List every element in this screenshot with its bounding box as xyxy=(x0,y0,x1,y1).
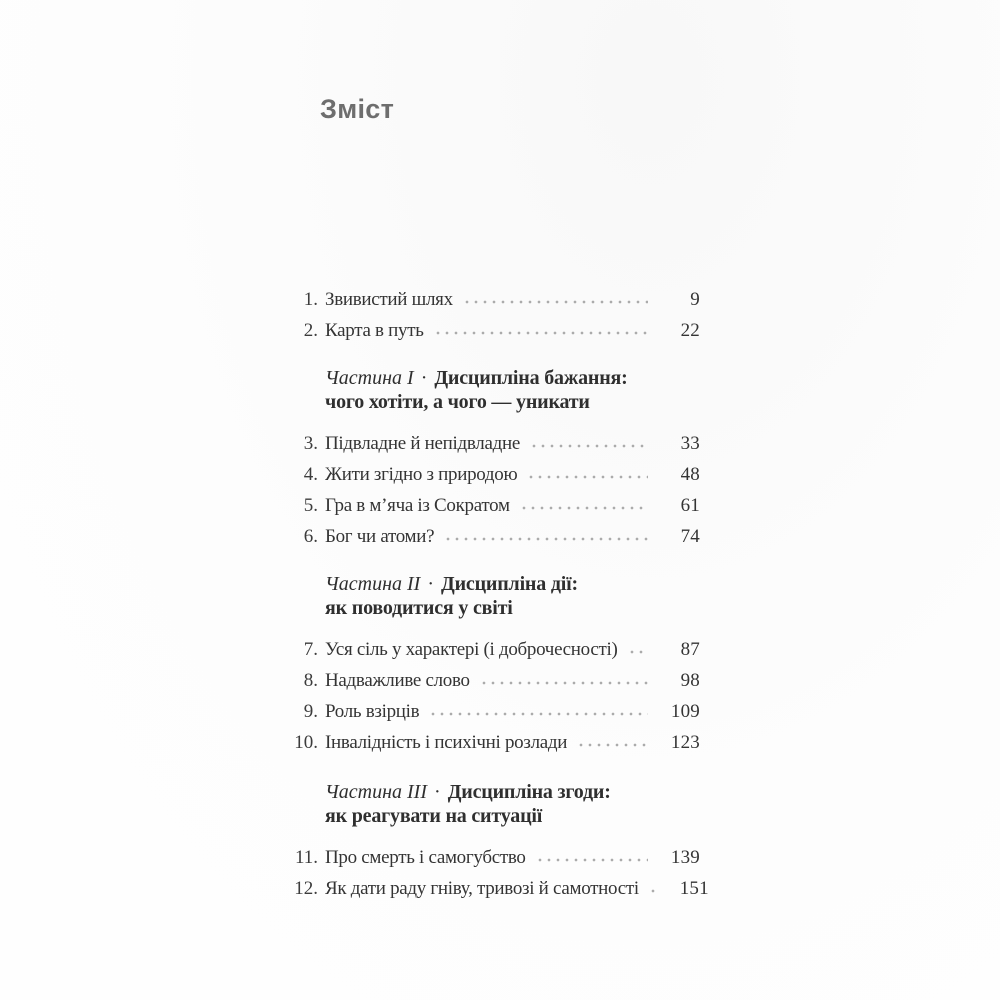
page-number: 98 xyxy=(680,669,700,691)
table-of-contents xyxy=(292,284,709,904)
chapter-number: 6. xyxy=(303,525,318,547)
chapter-number: 4. xyxy=(303,463,318,485)
chapter-title: Надважливе слово xyxy=(325,669,470,691)
chapter-number: 8. xyxy=(303,669,318,691)
part-separator-dot: · xyxy=(427,573,435,595)
chapter-number: 9. xyxy=(303,700,318,722)
page-number: 33 xyxy=(680,432,700,454)
page-number: 123 xyxy=(670,731,700,753)
chapter-number: 12. xyxy=(294,877,318,899)
toc-entry xyxy=(292,873,709,904)
toc-entry xyxy=(292,634,700,665)
page-number: 139 xyxy=(670,846,700,868)
chapter-title: Звивистий шлях xyxy=(325,288,453,310)
page-title: Зміст xyxy=(320,94,395,124)
page-number: 48 xyxy=(680,463,700,485)
dot-leader xyxy=(529,475,648,479)
part-label: Частина II xyxy=(325,573,421,595)
chapter-number: 1. xyxy=(303,288,318,310)
part-separator-dot: · xyxy=(434,781,441,803)
part-heading-line2: як реагувати на ситуації xyxy=(325,805,543,827)
chapter-title: Уся сіль у характері (і доброчесності) xyxy=(325,638,618,660)
toc-entry xyxy=(292,842,700,873)
chapter-title: Роль взірців xyxy=(325,700,420,722)
toc-entry xyxy=(292,696,700,727)
page-number: 9 xyxy=(690,288,700,310)
toc-entry xyxy=(292,521,700,552)
dot-leader xyxy=(579,743,648,747)
chapter-number: 5. xyxy=(303,494,318,516)
toc-entry xyxy=(292,727,700,758)
part-heading-line1 xyxy=(325,366,700,390)
toc-entry xyxy=(292,428,700,459)
chapter-title: Бог чи атоми? xyxy=(325,525,435,547)
page-number: 87 xyxy=(680,638,700,660)
chapter-number: 11. xyxy=(294,846,318,868)
chapter-number: 3. xyxy=(303,432,318,454)
page-number: 22 xyxy=(680,319,700,341)
dot-leader xyxy=(630,650,649,654)
dot-leader xyxy=(532,444,648,448)
toc-entry xyxy=(292,490,700,521)
chapter-title: Карта в путь xyxy=(325,319,424,341)
toc-entry xyxy=(292,665,700,696)
chapter-title: Гра в м’яча із Сократом xyxy=(325,494,510,516)
part-heading-2 xyxy=(325,572,700,620)
part-title: Дисципліна бажання: xyxy=(434,367,628,389)
dot-leader xyxy=(446,537,648,541)
toc-entry xyxy=(292,459,700,490)
part-heading-line1 xyxy=(325,780,700,804)
dot-leader xyxy=(522,506,648,510)
page-number: 151 xyxy=(679,877,709,899)
page-number: 109 xyxy=(670,700,700,722)
dot-leader xyxy=(538,858,648,862)
dot-leader xyxy=(436,331,648,335)
part-label: Частина III xyxy=(325,781,428,803)
chapter-number: 2. xyxy=(303,319,318,341)
part-heading-3 xyxy=(325,780,700,828)
part-heading-line2: як поводитися у світі xyxy=(325,597,513,619)
part-separator-dot: · xyxy=(420,367,428,389)
part-label: Частина I xyxy=(325,367,414,389)
part-heading-1 xyxy=(325,366,700,414)
page-number: 74 xyxy=(680,525,700,547)
page-number: 61 xyxy=(680,494,700,516)
dot-leader xyxy=(651,889,657,893)
dot-leader xyxy=(431,712,648,716)
part-heading-line2: чого хотіти, а чого — уникати xyxy=(325,391,590,413)
chapter-title: Жити згідно з природою xyxy=(325,463,518,485)
toc-entry xyxy=(292,284,700,315)
part-title: Дисципліна згоди: xyxy=(447,781,611,803)
dot-leader xyxy=(465,300,648,304)
toc-entry xyxy=(292,315,700,346)
toc-content-column xyxy=(292,0,709,1000)
part-title: Дисципліна дії: xyxy=(441,573,578,595)
chapter-number: 7. xyxy=(303,638,318,660)
dot-leader xyxy=(482,681,648,685)
part-heading-line1 xyxy=(325,572,700,596)
chapter-title: Підвладне й непідвладне xyxy=(325,432,520,454)
chapter-number: 10. xyxy=(294,731,318,753)
chapter-title: Як дати раду гніву, тривозі й самотності xyxy=(325,877,639,899)
chapter-title: Інвалідність і психічні розлади xyxy=(325,731,568,753)
chapter-title: Про смерть і самогубство xyxy=(325,846,526,868)
